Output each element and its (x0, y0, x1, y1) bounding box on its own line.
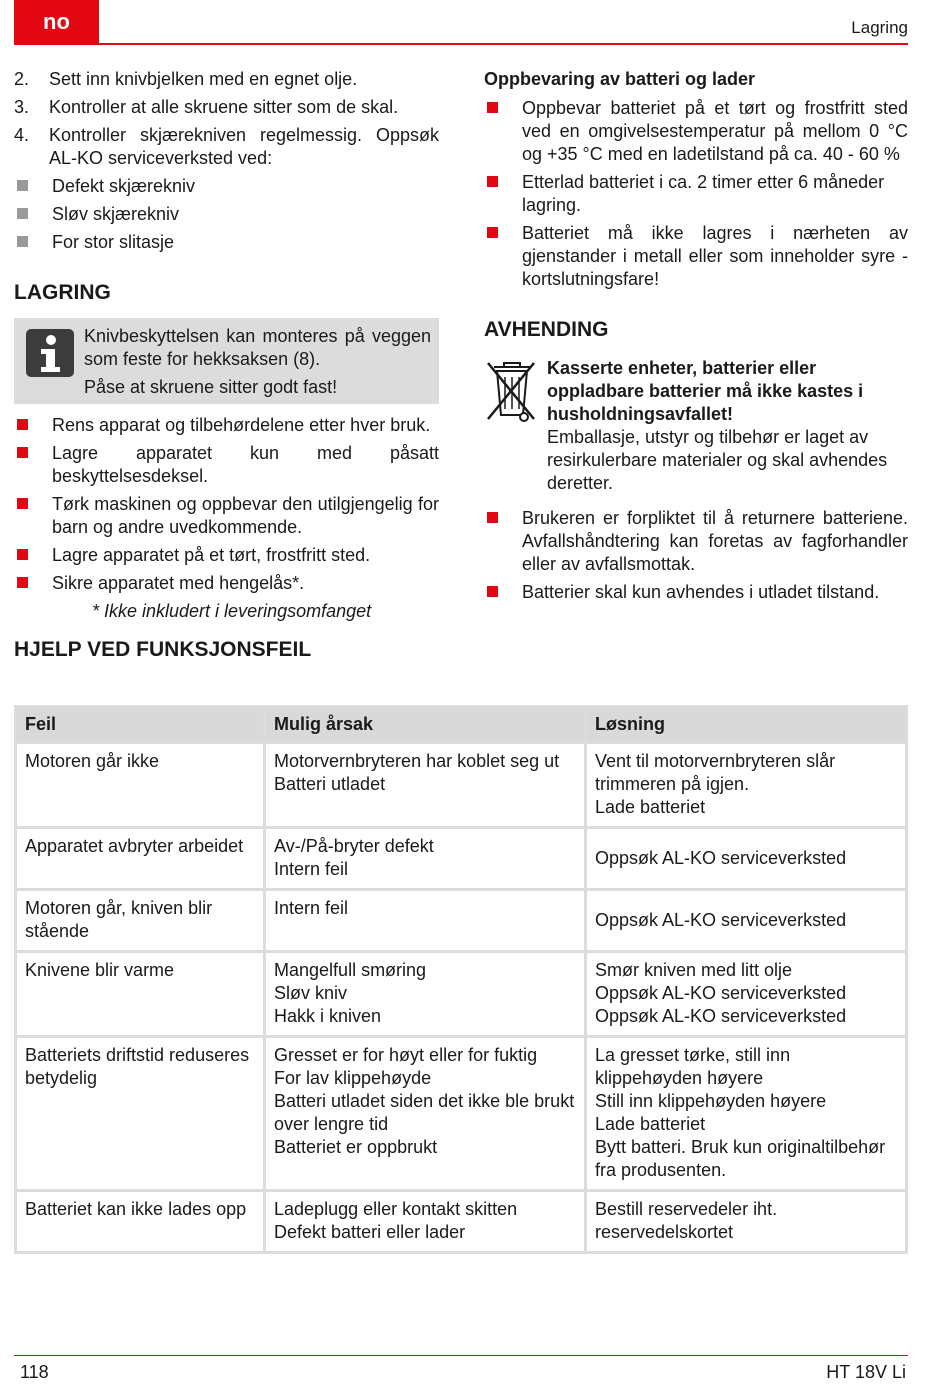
storage-text: Lagre apparatet kun med påsatt beskyttelsesdeksel. (52, 443, 439, 486)
cell-line: Batteriet er oppbrukt (274, 1137, 438, 1157)
bullet-square-icon (17, 577, 28, 588)
cell-line: For lav klippehøyde (274, 1068, 432, 1088)
cell-line: Smør kniven med litt olje (595, 960, 793, 980)
header-fault: Feil (16, 707, 265, 743)
cause-cell (265, 1191, 586, 1253)
cell-line: Motoren går ikke (25, 751, 160, 771)
cause-cell (265, 952, 586, 1037)
cell-line: Lade batteriet (595, 797, 706, 817)
cell-line: Batteri utladet siden det ikke ble brukt over lengre tid (274, 1091, 575, 1134)
cell-line: Oppsøk AL-KO serviceverksted (595, 909, 847, 930)
cause-cell (265, 743, 586, 828)
fault-cell (16, 952, 265, 1037)
table-row (16, 1037, 907, 1191)
cell-line: Batteriets driftstid reduseres betydelig (25, 1045, 250, 1088)
cell-line: Bestill reservedeler iht. reservedelskortet (595, 1199, 778, 1242)
bullet-square-icon (487, 227, 498, 238)
service-reason-item (14, 203, 439, 226)
table-row (16, 1191, 907, 1253)
cell-line: Vent til motorvernbryteren slår trimmeren på igjen. (595, 751, 836, 794)
storage-text: Rens apparat og tilbehørdelene etter hver bruk. (52, 415, 431, 435)
battery-item (484, 97, 908, 166)
service-reason-item (14, 175, 439, 198)
bullet-square-icon (17, 180, 28, 191)
section-title: Lagring (851, 18, 908, 37)
page-number: 118 (20, 1362, 49, 1382)
disposal-heading: AVHENDING (484, 318, 609, 341)
cell-line: Knivene blir varme (25, 960, 175, 980)
table-row (16, 828, 907, 890)
bullet-square-icon (17, 208, 28, 219)
service-reason-text: Defekt skjærekniv (52, 176, 196, 196)
bullet-square-icon (17, 236, 28, 247)
cell-line: Oppsøk AL-KO serviceverksted (595, 983, 847, 1003)
step-text: Kontroller at alle skruene sitter som de skal. (49, 97, 399, 117)
left-column (14, 68, 439, 663)
header-solution: Løsning (586, 707, 907, 743)
solution-cell (586, 1037, 907, 1191)
fault-cell (16, 890, 265, 952)
step-number: 4. (14, 125, 30, 145)
battery-item (484, 171, 908, 217)
step-number: 3. (14, 97, 30, 117)
cause-cell (265, 1037, 586, 1191)
language-tab: no (14, 0, 99, 44)
header-rule (14, 43, 908, 45)
cell-line: Motoren går, kniven blir stående (25, 898, 213, 941)
cell-line: Intern feil (274, 859, 349, 879)
info-text-warning: Påse at skruene sitter godt fast! (84, 377, 338, 397)
fault-cell (16, 743, 265, 828)
cell-line: Hakk i kniven (274, 1006, 382, 1026)
bullet-square-icon (17, 549, 28, 560)
right-column (484, 68, 908, 609)
model-name: HT 18V Li (826, 1362, 906, 1382)
battery-item (484, 222, 908, 291)
solution-cell (586, 1191, 907, 1253)
disposal-text: Emballasje, utstyr og tilbehør er laget av resirkulerbare materialer og skal avhendes deretter. (547, 427, 888, 493)
table-row (16, 743, 907, 828)
storage-text: Tørk maskinen og oppbevar den utilgjengelig for barn og andre uvedkommende. (52, 494, 439, 537)
fault-table (14, 705, 908, 1254)
fault-cell (16, 828, 265, 890)
header-cause: Mulig årsak (265, 707, 586, 743)
battery-text: Etterlad batteriet i ca. 2 timer etter 6 måneder lagring. (522, 172, 885, 215)
cause-cell (265, 890, 586, 952)
info-icon (26, 329, 74, 377)
fault-cell (16, 1037, 265, 1191)
bullet-square-icon (487, 586, 498, 597)
storage-item (14, 442, 439, 488)
step-text: Kontroller skjærekniven regelmessig. Oppsøk AL-KO serviceverksted ved: (49, 125, 439, 168)
footnote: * Ikke inkludert i leveringsomfanget (92, 601, 372, 621)
step-item (14, 96, 439, 119)
fault-heading: HJELP VED FUNKSJONSFEIL (14, 638, 312, 661)
cell-line: Motorvernbryteren har koblet seg ut (274, 751, 560, 771)
battery-heading: Oppbevaring av batteri og lader (484, 69, 756, 89)
info-box (14, 318, 439, 404)
cell-line: Bytt batteri. Bruk kun originaltilbehør fra produsenten. (595, 1137, 886, 1180)
disposal-item (484, 581, 908, 604)
storage-item (14, 544, 439, 567)
storage-item (14, 414, 439, 437)
bullet-square-icon (487, 102, 498, 113)
step-item (14, 124, 439, 170)
footer-rule (14, 1355, 908, 1356)
cell-line: Apparatet avbryter arbeidet (25, 836, 244, 856)
disposal-item (484, 507, 908, 576)
cell-line: Gresset er for høyt eller for fuktig (274, 1045, 538, 1065)
storage-text: Sikre apparatet med hengelås*. (52, 573, 305, 593)
service-reason-item (14, 231, 439, 254)
cell-line: Lade batteriet (595, 1114, 706, 1134)
info-text: Knivbeskyttelsen kan monteres på veggen som feste for hekksaksen (8). (84, 326, 431, 369)
step-number: 2. (14, 69, 30, 89)
cell-line: Intern feil (274, 898, 349, 918)
battery-text: Batteriet må ikke lagres i nærheten av gjenstander i metall eller som inneholder syre - kortslutningsfare! (522, 223, 908, 289)
solution-cell (586, 952, 907, 1037)
crossed-out-bin-icon (484, 357, 538, 423)
step-text: Sett inn knivbjelken med en egnet olje. (49, 69, 358, 89)
table-row (16, 952, 907, 1037)
battery-text: Oppbevar batteriet på et tørt og frostfritt sted ved en omgivelsestemperatur på mellom 0 °C og +35 °C med en ladetilstand på ca. 40 - 60 % (522, 98, 908, 164)
cell-line: Still inn klippehøyden høyere (595, 1091, 827, 1111)
service-reason-text: For stor slitasje (52, 232, 175, 252)
solution-cell (586, 890, 907, 952)
cell-line: Oppsøk AL-KO serviceverksted (595, 847, 847, 868)
bullet-square-icon (17, 498, 28, 509)
fault-cell (16, 1191, 265, 1253)
storage-item (14, 493, 439, 539)
cell-line: La gresset tørke, still inn klippehøyden høyere (595, 1045, 791, 1088)
storage-item (14, 572, 439, 595)
cell-line: Ladeplugg eller kontakt skitten (274, 1199, 518, 1219)
cell-line: Oppsøk AL-KO serviceverksted (595, 1006, 847, 1026)
cell-line: Sløv kniv (274, 983, 348, 1003)
cell-line: Defekt batteri eller lader (274, 1222, 466, 1242)
disposal-item-text: Brukeren er forpliktet til å returnere batteriene. Avfallshåndtering kan foretas av fagforhandler eller av avfallsmottak. (522, 508, 908, 574)
disposal-notice (484, 357, 908, 495)
cell-line: Batteriet kan ikke lades opp (25, 1199, 247, 1219)
step-item (14, 68, 439, 91)
disposal-warning: Kasserte enheter, batterier eller oppladbare batterier må ikke kastes i husholdningsavfallet! (547, 358, 864, 424)
service-reason-text: Sløv skjærekniv (52, 204, 180, 224)
bullet-square-icon (487, 176, 498, 187)
cause-cell (265, 828, 586, 890)
table-row (16, 890, 907, 952)
cell-line: Batteri utladet (274, 774, 386, 794)
bullet-square-icon (17, 447, 28, 458)
cell-line: Mangelfull smøring (274, 960, 427, 980)
storage-text: Lagre apparatet på et tørt, frostfritt sted. (52, 545, 371, 565)
solution-cell (586, 828, 907, 890)
bullet-square-icon (17, 419, 28, 430)
table-header-row (16, 707, 907, 743)
disposal-item-text: Batterier skal kun avhendes i utladet tilstand. (522, 582, 880, 602)
solution-cell (586, 743, 907, 828)
bullet-square-icon (487, 512, 498, 523)
storage-heading: LAGRING (14, 281, 111, 304)
cell-line: Av-/På-bryter defekt (274, 836, 434, 856)
